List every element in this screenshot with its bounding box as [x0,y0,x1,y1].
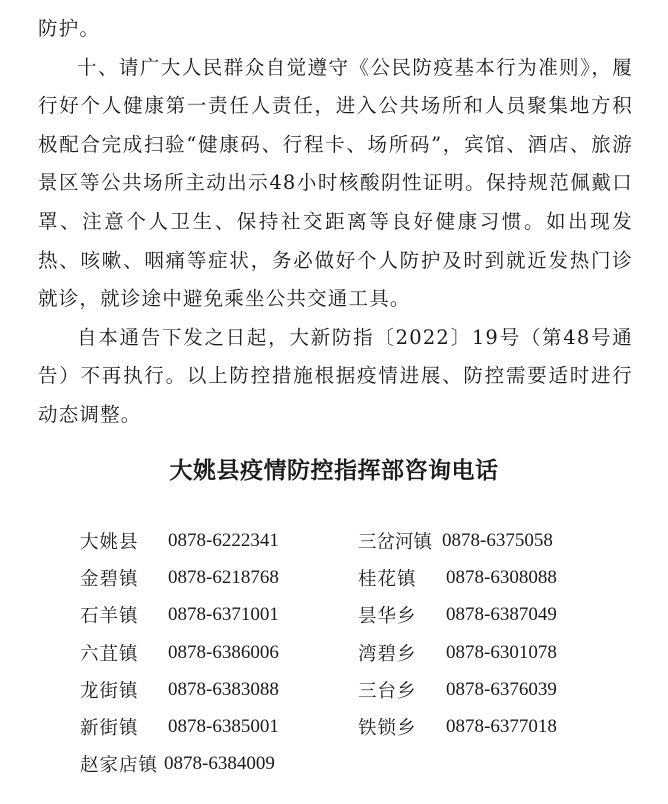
phone-number: 0878-6387049 [446,604,557,626]
contact-phone-table [80,522,640,783]
phone-number: 0878-6222341 [168,529,279,551]
phone-number: 0878-6218768 [168,566,279,588]
phone-row [80,634,640,671]
phone-entry [80,528,358,554]
place-name: 六苴镇 [80,643,139,665]
paragraph-fragment: 防护。 [38,17,101,40]
phone-row [80,522,640,559]
phone-entry [358,677,636,703]
phone-row [80,746,640,783]
phone-entry [80,602,358,628]
phone-entry [358,528,636,554]
phone-number: 0878-6384009 [164,753,275,775]
phone-row [80,671,640,708]
phone-entry [358,714,636,740]
place-name: 新街镇 [80,718,139,740]
paragraph-effective-date: 自本通告下发之日起，大新防指〔2022〕19号（第48号通告）不再执行。以上防控措施根据疫情进展、防控需要适时进行动态调整。 [38,325,633,426]
phone-entry [80,565,358,591]
phone-number: 0878-6308088 [446,566,557,588]
notice-body [38,10,633,435]
phone-number: 0878-6383088 [168,678,279,700]
place-name: 赵家店镇 [80,755,159,777]
contact-title: 大姚县疫情防控指挥部咨询电话 [169,458,499,484]
phone-entry [80,714,358,740]
phone-row [80,559,640,596]
phone-row [80,708,640,745]
phone-number: 0878-6386006 [168,641,279,663]
place-name: 昙华乡 [358,606,417,628]
place-name: 龙街镇 [80,680,139,702]
place-name: 三岔河镇 [358,531,433,553]
phone-entry [80,677,358,703]
phone-entry [358,602,636,628]
place-name: 桂花镇 [358,568,417,590]
phone-number: 0878-6376039 [446,678,557,700]
place-name: 金碧镇 [80,568,139,590]
place-name: 铁锁乡 [358,718,417,740]
phone-entry [358,640,636,666]
phone-number: 0878-6385001 [168,716,279,738]
phone-entry [358,565,636,591]
phone-number: 0878-6375058 [442,529,553,551]
paragraph-item-ten: 十、请广大人民群众自觉遵守《公民防疫基本行为准则》，履行好个人健康第一责任人责任，进入公共场所和人员聚集地方积极配合完成扫验“健康码、行程卡、场所码”，宾馆、酒店、旅游景区等公共场所主动出示48小时核酸阴性证明。保持规范佩戴口罩、注意个人卫生、保持社交距离等良好健康习惯。如出现发热、咳嗽、咽痛等症状，务必做好个人防护及时到就近发热门诊就诊，就诊途中避免乘坐公共交通工具。 [38,55,633,311]
phone-number: 0878-6371001 [168,604,279,626]
place-name: 石羊镇 [80,606,139,628]
phone-number: 0878-6377018 [446,716,557,738]
phone-entry [80,640,358,666]
phone-row [80,597,640,634]
place-name: 大姚县 [80,531,139,553]
place-name: 三台乡 [358,680,417,702]
place-name: 湾碧乡 [358,643,417,665]
phone-entry [80,751,358,777]
phone-number: 0878-6301078 [446,641,557,663]
